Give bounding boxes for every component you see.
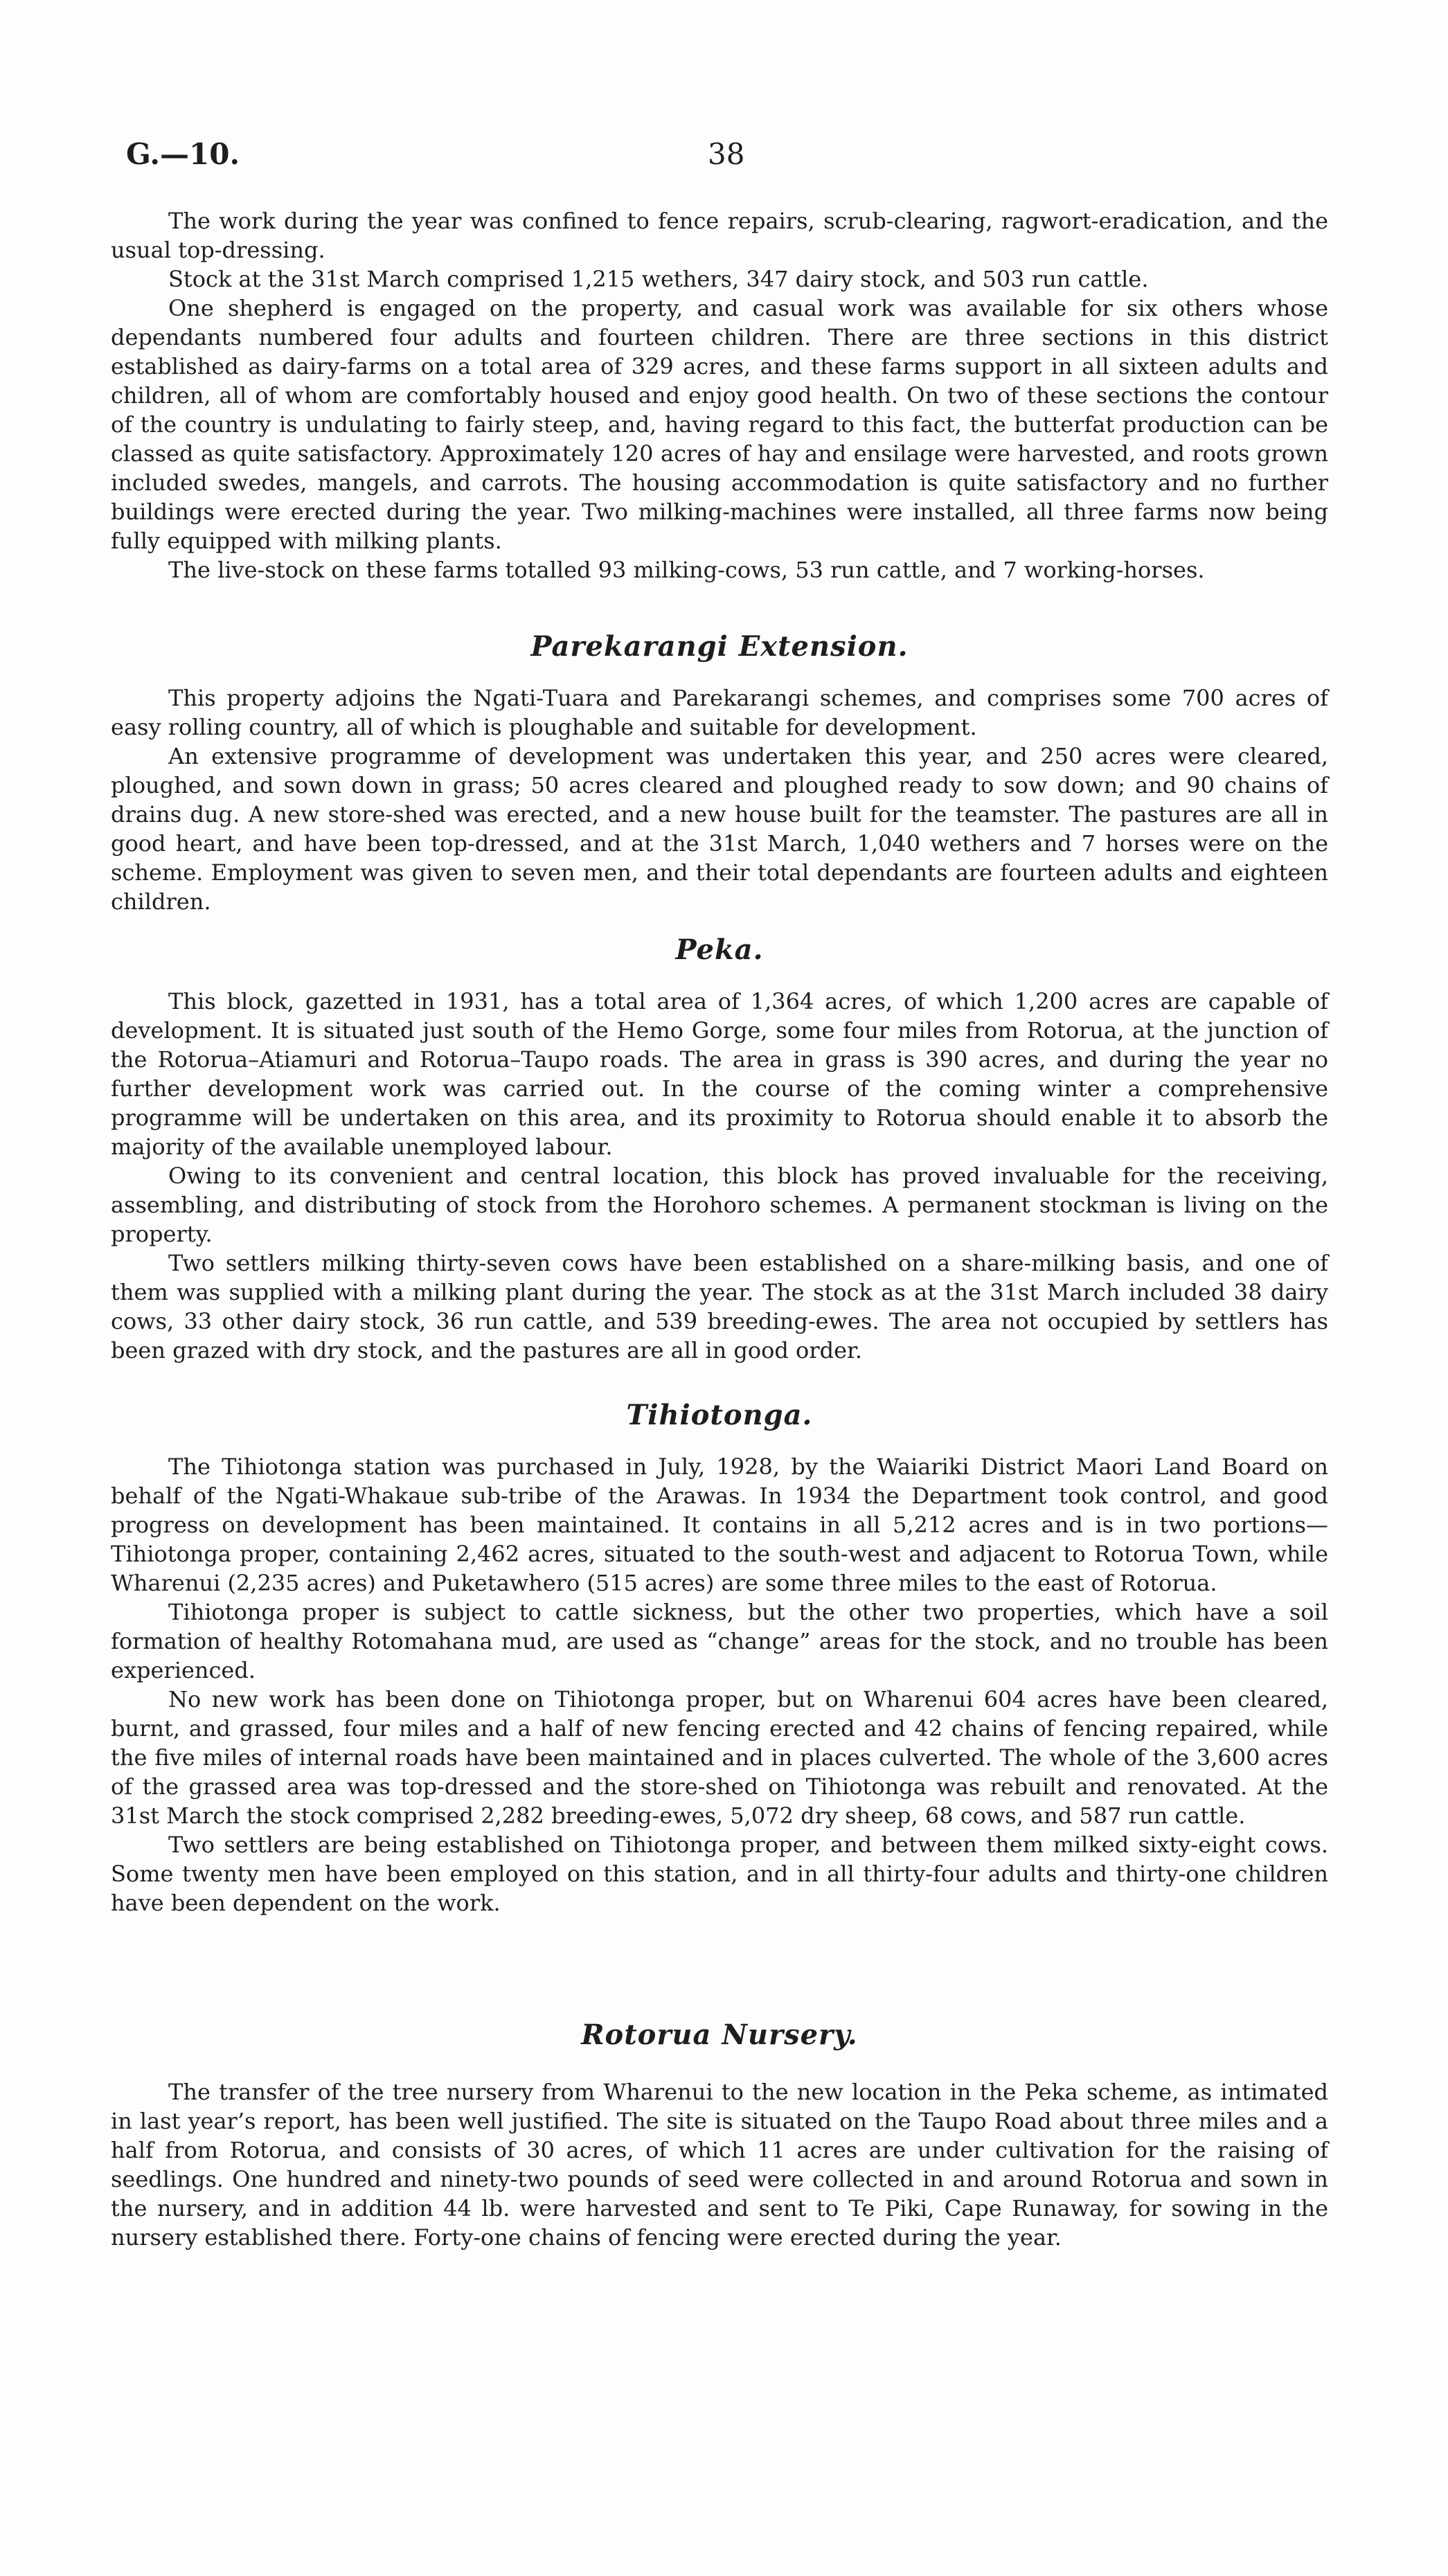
paragraph: The transfer of the tree nursery from Wharenui to the new location in the Peka scheme, as intimated in last year’s report, has been well justified. The site is situated on the Taupo Road about three miles and a half from Rotorua, and consists of 30 acres, of which 11 acres are under cultivation for the raising of seedlings. One hundred and ninety-two pounds of seed were collected in and around Rotorua and sown in the nursery, and in addition 44 lb. were harvested and sent to Te Piki, Cape Runaway, for sowing in the nursery established there. Forty-one chains of fencing were erected during the year. bbox=[111, 2079, 1328, 2251]
paragraph: Two settlers are being established on Tihiotonga proper, and between them milked sixty-eight cows. Some twenty men have been employed on this station, and in all thirty-four adults and thirty-one children have been dependent on the work. bbox=[111, 1832, 1328, 1916]
paragraph: The work during the year was confined to fence repairs, scrub-clearing, ragwort-eradication, and the usual top-dressing. bbox=[111, 208, 1328, 263]
section-heading: Parekarangi Extension. bbox=[530, 630, 909, 663]
section-heading: Rotorua Nursery. bbox=[581, 2019, 858, 2051]
section-heading: Tihiotonga. bbox=[626, 1399, 813, 1431]
section-peka bbox=[111, 933, 1328, 1365]
section-heading: Peka. bbox=[675, 933, 764, 966]
paragraph: This block, gazetted in 1931, has a total area of 1,364 acres, of which 1,200 acres are capable of development. It is situated just south of the Hemo Gorge, some four miles from Rotorua, at the junction of the Rotorua–Atiamuri and Rotorua–Taupo roads. The area in grass is 390 acres, and during the year no further development work was carried out. In the course of the coming winter a comprehensive programme will be undertaken on this area, and its proximity to Rotorua should enable it to absorb the majority of the available unemployed labour. bbox=[111, 988, 1328, 1160]
paragraph: No new work has been done on Tihiotonga proper, but on Wharenui 604 acres have been cleared, burnt, and grassed, four miles and a half of new fencing erected and 42 chains of fencing repaired, while the five miles of internal roads have been maintained and in places culverted. The whole of the 3,600 acres of the grassed area was top-dressed and the store-shed on Tihiotonga was rebuilt and renovated. At the 31st March the stock comprised 2,282 breeding-ewes, 5,072 dry sheep, 68 cows, and 587 run cattle. bbox=[111, 1686, 1328, 1829]
page-number: 38 bbox=[708, 137, 745, 171]
section-parekarangi-extension bbox=[111, 630, 1328, 916]
paragraph: Two settlers milking thirty-seven cows have been established on a share-milking basis, and one of them was supplied with a milking plant during the year. The stock as at the 31st March included 38 dairy cows, 33 other dairy stock, 36 run cattle, and 539 breeding-ewes. The area not occupied by settlers has been grazed with dry stock, and the pastures are all in good order. bbox=[111, 1250, 1328, 1363]
paragraph: Stock at the 31st March comprised 1,215 wethers, 347 dairy stock, and 503 run cattle. bbox=[168, 266, 1149, 292]
paragraph: The Tihiotonga station was purchased in July, 1928, by the Waiariki District Maori Land Board on behalf of the Ngati-Whakaue sub-tribe of the Arawas. In 1934 the Department took control, and good progress on development has been maintained. It contains in all 5,212 acres and is in two portions—Tihiotonga proper, containing 2,462 acres, situated to the south-west and adjacent to Rotorua Town, while Wharenui (2,235 acres) and Puketawhero (515 acres) are some three miles to the east of Rotorua. bbox=[111, 1454, 1328, 1596]
paragraph: Owing to its convenient and central location, this block has proved invaluable for the receiving, assembling, and distributing of stock from the Horohoro schemes. A permanent stockman is living on the property. bbox=[111, 1163, 1328, 1247]
section-rotorua-nursery bbox=[111, 2019, 1328, 2252]
document-reference: G.—10. bbox=[126, 137, 240, 171]
paragraph: This property adjoins the Ngati-Tuara and Parekarangi schemes, and comprises some 700 acres of easy rolling country, all of which is ploughable and suitable for development. bbox=[111, 685, 1328, 740]
intro-block bbox=[111, 206, 1328, 584]
paragraph: One shepherd is engaged on the property, and casual work was available for six others whose dependants numbered four adults and fourteen children. There are three sections in this district established as dairy-farms on a total area of 329 acres, and these farms support in all sixteen adults and children, all of whom are comfortably housed and enjoy good health. On two of these sections the contour of the country is undulating to fairly steep, and, having regard to this fact, the butterfat production can be classed as quite satisfactory. Approximately 120 acres of hay and ensilage were harvested, and roots grown included swedes, mangels, and carrots. The housing accommodation is quite satisfactory and no further buildings were erected during the year. Two milking-machines were installed, all three farms now being fully equipped with milking plants. bbox=[111, 295, 1328, 554]
paragraph: The live-stock on these farms totalled 93 milking-cows, 53 run cattle, and 7 working-horses. bbox=[168, 557, 1205, 583]
section-tihiotonga bbox=[111, 1399, 1328, 1917]
paragraph: Tihiotonga proper is subject to cattle sickness, but the other two properties, which have a soil formation of healthy Rotomahana mud, are used as “change” areas for the stock, and no trouble has been experienced. bbox=[111, 1599, 1328, 1683]
paragraph: An extensive programme of development was undertaken this year, and 250 acres were cleared, ploughed, and sown down in grass; 50 acres cleared and ploughed ready to sow down; and 90 chains of drains dug. A new store-shed was erected, and a new house built for the teamster. The pastures are all in good heart, and have been top-dressed, and at the 31st March, 1,040 wethers and 7 horses were on the scheme. Employment was given to seven men, and their total dependants are fourteen adults and eighteen children. bbox=[111, 743, 1328, 915]
